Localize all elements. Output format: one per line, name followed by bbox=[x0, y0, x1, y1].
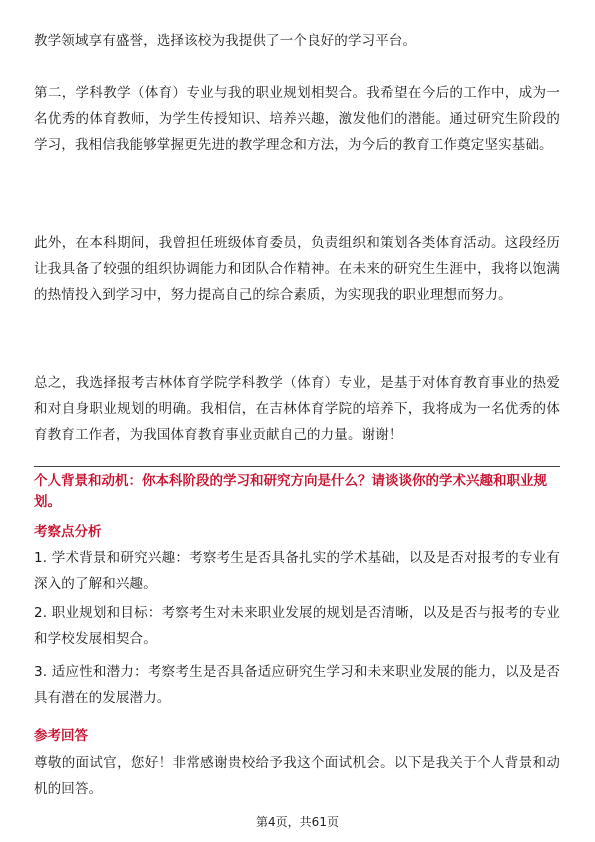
page-number: 第4页，共61页 bbox=[256, 815, 339, 829]
analysis-item-1: 1. 学术背景和研究兴趣：考察考生是否具备扎实的学术基础，以及是否对报考的专业有深入的了解和兴趣。 bbox=[34, 550, 560, 592]
paragraph-continuation: 教学领域享有盛誉，选择该校为我提供了一个良好的学习平台。 bbox=[34, 33, 417, 49]
reference-answer: 尊敬的面试官，您好！非常感谢贵校给予我这个面试机会。以下是我关于个人背景和动机的回答。 bbox=[34, 755, 560, 797]
reference-heading: 参考回答 bbox=[34, 728, 88, 744]
analysis-item-3: 3. 适应性和潜力：考察考生是否具备适应研究生学习和未来职业发展的能力，以及是否具有潜在的发展潜力。 bbox=[34, 664, 560, 706]
paragraph-conclusion: 总之，我选择报考吉林体育学院学科教学（体育）专业，是基于对体育教育事业的热爱和对自身职业规划的明确。我相信，在吉林体育学院的培养下，我将成为一名优秀的体育教育工作者，为我国体育教育事业贡献自己的力量。谢谢！ bbox=[34, 375, 560, 443]
interview-question: 个人背景和动机：你本科阶段的学习和研究方向是什么？请谈谈你的学术兴趣和职业规划。 bbox=[34, 473, 547, 510]
analysis-item-2: 2. 职业规划和目标：考察考生对未来职业发展的规划是否清晰，以及是否与报考的专业和学校发展相契合。 bbox=[34, 605, 560, 647]
paragraph-second-point: 第二，学科教学（体育）专业与我的职业规划相契合。我希望在今后的工作中，成为一名优秀的体育教师，为学生传授知识、培养兴趣，激发他们的潜能。通过研究生阶段的学习，我相信我能够掌握更先进的教学理念和方法，为今后的教育工作奠定坚实基础。 bbox=[34, 85, 560, 153]
analysis-heading: 考察点分析 bbox=[34, 524, 102, 540]
paragraph-additionally: 此外，在本科期间，我曾担任班级体育委员，负责组织和策划各类体育活动。这段经历让我具备了较强的组织协调能力和团队合作精神。在未来的研究生生涯中，我将以饱满的热情投入到学习中，努力提高自己的综合素质，为实现我的职业理想而努力。 bbox=[34, 235, 560, 303]
section-divider bbox=[34, 466, 560, 467]
